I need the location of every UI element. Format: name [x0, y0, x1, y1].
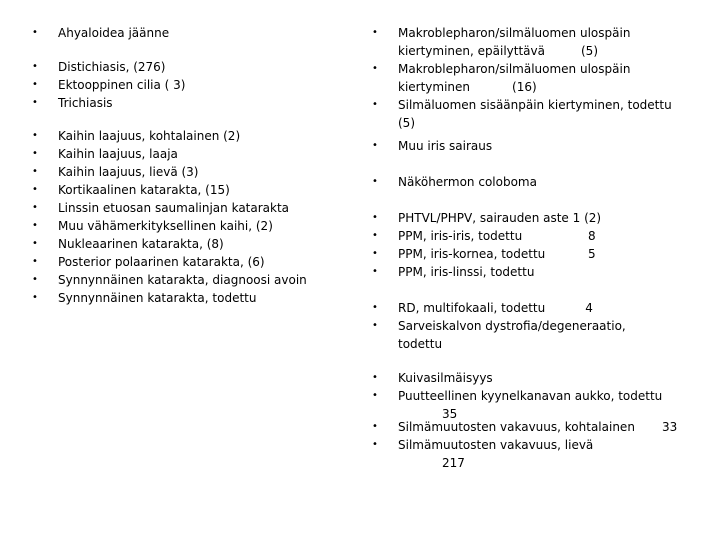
- list-item: [372, 137, 717, 155]
- right-group-iris: [372, 137, 717, 155]
- item-count: (5): [581, 44, 598, 58]
- list-item: [372, 369, 717, 387]
- right-group-eyelid: [372, 24, 717, 132]
- item-count: (2): [584, 211, 602, 225]
- bullet-icon: •: [372, 372, 378, 383]
- item-text: Kuivasilmäisyys: [398, 371, 493, 385]
- list-item: [32, 289, 352, 307]
- list-item: [32, 217, 352, 235]
- list-item: [372, 436, 717, 472]
- item-text: PPM, iris-linssi, todettu: [398, 265, 535, 279]
- item-text: PPM, iris-kornea, todettu: [398, 247, 546, 261]
- list-item: [32, 58, 352, 76]
- item-text: Puutteellinen kyynelkanavan aukko, todettu: [398, 389, 663, 403]
- item-text: PHTVL/PHPV, sairauden aste 1: [398, 211, 581, 225]
- list-item: [372, 96, 717, 132]
- bullet-icon: •: [372, 212, 378, 223]
- item-text: PPM, iris-iris, todettu: [398, 229, 523, 243]
- item-text: Silmämuutosten vakavuus, kohtalainen: [398, 420, 635, 434]
- list-item: [32, 94, 352, 112]
- list-item: [372, 317, 717, 353]
- list-item: [32, 181, 352, 199]
- item-text: Kaihin laajuus, kohtalainen (2): [58, 129, 241, 143]
- item-count: 33: [662, 420, 678, 434]
- item-text: Makroblepharon/silmäluomen ulospäin: [398, 62, 631, 76]
- list-item: [32, 253, 352, 271]
- item-count: 4: [585, 301, 593, 315]
- bullet-icon: •: [32, 79, 38, 90]
- bullet-icon: •: [372, 176, 378, 187]
- bullet-icon: •: [32, 274, 38, 285]
- item-text: Ahyaloidea jäänne: [58, 26, 170, 40]
- bullet-icon: •: [32, 27, 38, 38]
- list-item: [372, 245, 717, 263]
- bullet-icon: •: [32, 61, 38, 72]
- item-text: Synnynnäinen katarakta, diagnoosi avoin: [58, 273, 307, 287]
- list-item: [32, 24, 352, 42]
- item-text: Distichiasis, (276): [58, 60, 166, 74]
- item-text-cont: kiertyminen, epäilyttävä: [398, 44, 545, 58]
- right-group-optic: [372, 173, 717, 191]
- list-item: [32, 76, 352, 94]
- item-text: Silmäluomen sisäänpäin kiertyminen, todettu: [398, 98, 672, 112]
- item-text: Linssin etuosan saumalinjan katarakta: [58, 201, 290, 215]
- bullet-icon: •: [372, 230, 378, 241]
- list-item: [372, 418, 717, 436]
- bullet-icon: •: [32, 97, 38, 108]
- bullet-icon: •: [32, 292, 38, 303]
- bullet-icon: •: [372, 140, 378, 151]
- item-text: Posterior polaarinen katarakta, (6): [58, 255, 265, 269]
- bullet-icon: •: [372, 439, 378, 450]
- list-item: [32, 271, 352, 289]
- item-text: Muu iris sairaus: [398, 139, 493, 153]
- item-text: Makroblepharon/silmäluomen ulospäin: [398, 26, 631, 40]
- bullet-icon: •: [372, 248, 378, 259]
- bullet-icon: •: [372, 99, 378, 110]
- item-text: Kaihin laajuus, lievä (3): [58, 165, 199, 179]
- item-text: RD, multifokaali, todettu: [398, 301, 546, 315]
- list-item: [372, 263, 717, 281]
- item-count: 217: [442, 456, 465, 470]
- bullet-icon: •: [32, 256, 38, 267]
- left-group-2: [32, 58, 352, 112]
- item-text: Nukleaarinen katarakta, (8): [58, 237, 224, 251]
- item-text-cont: kiertyminen: [398, 80, 471, 94]
- item-text: Sarveiskalvon dystrofia/degeneraatio,: [398, 319, 626, 333]
- bullet-icon: •: [32, 202, 38, 213]
- right-group-phtvl-ppm: [372, 209, 717, 281]
- left-group-1: [32, 24, 352, 42]
- list-item: [372, 227, 717, 245]
- list-item: [372, 173, 717, 191]
- bullet-icon: •: [32, 130, 38, 141]
- left-group-3: [32, 127, 352, 307]
- bullet-icon: •: [372, 302, 378, 313]
- bullet-icon: •: [32, 148, 38, 159]
- right-group-retina-cornea: [372, 299, 717, 353]
- item-text-cont: (5): [398, 116, 415, 130]
- item-text: Muu vähämerkityksellinen kaihi, (2): [58, 219, 273, 233]
- item-text: Näköhermon coloboma: [398, 175, 537, 189]
- item-count: 35: [442, 407, 458, 421]
- item-text: Silmämuutosten vakavuus, lievä: [398, 438, 594, 452]
- bullet-icon: •: [32, 238, 38, 249]
- item-text: Kaihin laajuus, laaja: [58, 147, 178, 161]
- bullet-icon: •: [32, 184, 38, 195]
- list-item: [32, 145, 352, 163]
- list-item: [372, 24, 717, 60]
- bullet-icon: •: [372, 421, 378, 432]
- bullet-icon: •: [372, 320, 378, 331]
- item-count: 5: [588, 247, 596, 261]
- bullet-icon: •: [372, 266, 378, 277]
- right-group-dryeye: [372, 369, 717, 423]
- item-count: (16): [512, 80, 537, 94]
- list-item: [372, 60, 717, 96]
- item-text: Ektooppinen cilia ( 3): [58, 78, 186, 92]
- list-item: [32, 199, 352, 217]
- item-count: 8: [588, 229, 596, 243]
- bullet-icon: •: [372, 27, 378, 38]
- right-group-severity: [372, 418, 717, 472]
- item-text-cont: todettu: [398, 337, 443, 351]
- list-item: [32, 163, 352, 181]
- bullet-icon: •: [32, 166, 38, 177]
- item-text: Synnynnäinen katarakta, todettu: [58, 291, 257, 305]
- item-text: Trichiasis: [58, 96, 113, 110]
- list-item: [32, 127, 352, 145]
- bullet-icon: •: [372, 390, 378, 401]
- bullet-icon: •: [32, 220, 38, 231]
- list-item: [372, 209, 717, 227]
- item-text: Kortikaalinen katarakta, (15): [58, 183, 230, 197]
- bullet-icon: •: [372, 63, 378, 74]
- list-item: [372, 299, 717, 317]
- list-item: [32, 235, 352, 253]
